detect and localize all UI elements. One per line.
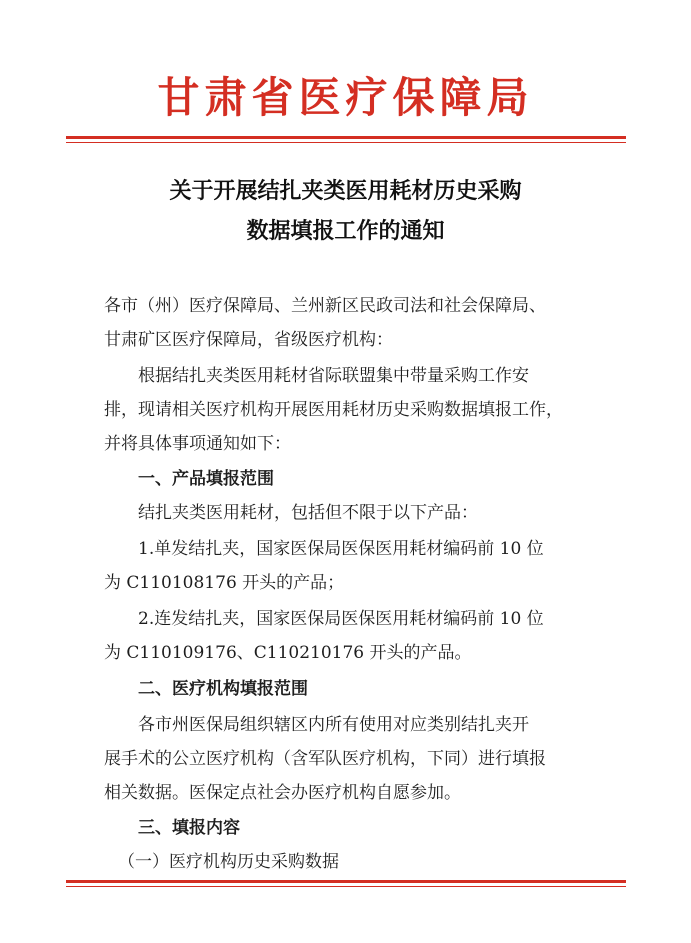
item-1-line-1: 1.单发结扎夹，国家医保局医保医用耗材编码前 10 位 bbox=[138, 539, 544, 559]
footer-divider-thin bbox=[66, 886, 626, 887]
intro-line-2: 排，现请相关医疗机构开展医用耗材历史采购数据填报工作， bbox=[104, 400, 563, 420]
notice-title-line-2: 数据填报工作的通知 bbox=[246, 218, 445, 244]
addressee-line-2: 甘肃矿区医疗保障局，省级医疗机构： bbox=[104, 330, 393, 350]
item-2-line-2: 为 C110109176、C110210176 开头的产品。 bbox=[104, 643, 472, 663]
section-2-heading: 二、医疗机构填报范围 bbox=[138, 679, 308, 699]
intro-line-3: 并将具体事项通知如下： bbox=[104, 434, 291, 454]
section-2-line-2: 展手术的公立医疗机构（含军队医疗机构，下同）进行填报 bbox=[104, 749, 546, 769]
letterhead-divider-thin bbox=[66, 142, 626, 143]
item-1-line-2: 为 C110108176 开头的产品； bbox=[104, 573, 345, 593]
item-2-line-1: 2.连发结扎夹，国家医保局医保医用耗材编码前 10 位 bbox=[138, 609, 544, 629]
notice-title-line-1: 关于开展结扎夹类医用耗材历史采购 bbox=[169, 178, 522, 204]
section-1-text: 结扎夹类医用耗材，包括但不限于以下产品： bbox=[138, 503, 478, 523]
intro-line-1: 根据结扎夹类医用耗材省际联盟集中带量采购工作安 bbox=[138, 366, 529, 386]
section-1-heading: 一、产品填报范围 bbox=[138, 469, 274, 489]
letterhead-divider-thick bbox=[66, 136, 626, 139]
footer-divider-thick bbox=[66, 880, 626, 883]
addressee-line-1: 各市（州）医疗保障局、兰州新区民政司法和社会保障局、 bbox=[104, 296, 546, 316]
section-3-subheading: （一）医疗机构历史采购数据 bbox=[118, 852, 339, 872]
section-3-heading: 三、填报内容 bbox=[138, 818, 240, 838]
section-2-line-1: 各市州医保局组织辖区内所有使用对应类别结扎夹开 bbox=[138, 715, 529, 735]
org-letterhead-title: 甘肃省医疗保障局 bbox=[157, 73, 534, 122]
section-2-line-3: 相关数据。医保定点社会办医疗机构自愿参加。 bbox=[104, 783, 461, 803]
